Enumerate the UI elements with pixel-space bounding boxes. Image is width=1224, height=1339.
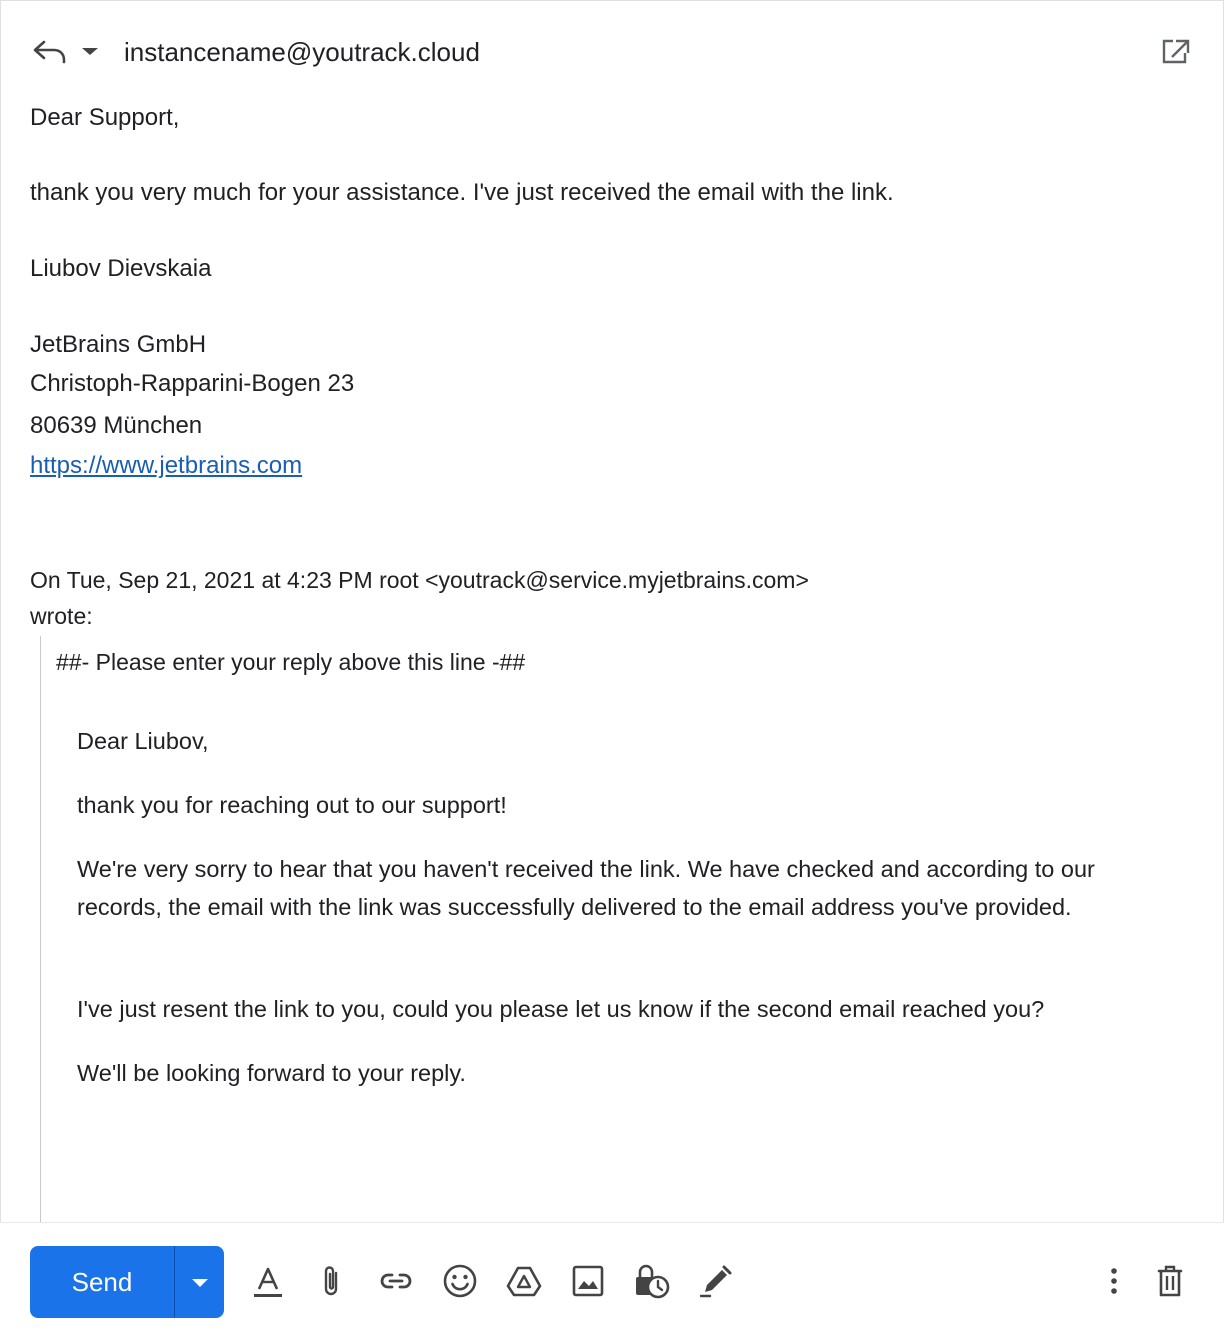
reply-marker: ##- Please enter your reply above this line -## xyxy=(56,649,526,675)
quoted-greeting: Dear Liubov, xyxy=(77,728,209,754)
confidential-icon[interactable] xyxy=(632,1261,672,1301)
emoji-icon[interactable] xyxy=(440,1261,480,1301)
popout-icon[interactable] xyxy=(1156,36,1192,68)
quoted-paragraph: We're very sorry to hear that you haven't received the link. We have checked and according to our records, the email with the link was successfully delivered to the email address you've provided. xyxy=(77,856,1095,920)
quoted-paragraph: We'll be looking forward to your reply. xyxy=(77,1060,466,1086)
quote-attribution-wrote: wrote: xyxy=(30,603,93,629)
attach-icon[interactable] xyxy=(312,1261,352,1301)
more-options-icon[interactable] xyxy=(1094,1261,1134,1301)
signature-name: Liubov Dievskaia xyxy=(30,255,212,282)
recipient-address[interactable]: instancename@youtrack.cloud xyxy=(124,37,480,67)
signature-street: Christoph-Rapparini-Bogen 23 xyxy=(30,370,355,397)
trash-icon[interactable] xyxy=(1150,1261,1190,1301)
signature-city: 80639 München xyxy=(30,412,203,439)
drive-icon[interactable] xyxy=(504,1261,544,1301)
image-icon[interactable] xyxy=(568,1261,608,1301)
greeting: Dear Support, xyxy=(30,104,180,131)
quoted-paragraph: I've just resent the link to you, could you please let us know if the second email reached you? xyxy=(77,996,1045,1022)
signature-website-link[interactable]: https://www.jetbrains.com xyxy=(30,452,303,479)
send-options-button[interactable] xyxy=(175,1246,224,1318)
compose-header xyxy=(0,22,1224,82)
signature-company: JetBrains GmbH xyxy=(30,331,207,358)
message-line: thank you very much for your assistance. I've just received the email with the link. xyxy=(30,179,894,206)
format-text-icon[interactable] xyxy=(248,1261,288,1301)
link-icon[interactable] xyxy=(376,1261,416,1301)
signature-icon[interactable] xyxy=(696,1261,736,1301)
send-button-group xyxy=(30,1246,224,1318)
compose-toolbar xyxy=(0,1222,1224,1339)
send-button[interactable]: Send xyxy=(71,1267,133,1297)
quoted-message xyxy=(40,636,1191,1236)
quoted-paragraph: thank you for reaching out to our support! xyxy=(77,792,507,818)
chevron-down-icon[interactable] xyxy=(78,36,102,68)
quote-attribution: On Tue, Sep 21, 2021 at 4:23 PM root <youtrack@service.myjetbrains.com> xyxy=(30,567,809,593)
reply-icon[interactable] xyxy=(30,36,70,68)
